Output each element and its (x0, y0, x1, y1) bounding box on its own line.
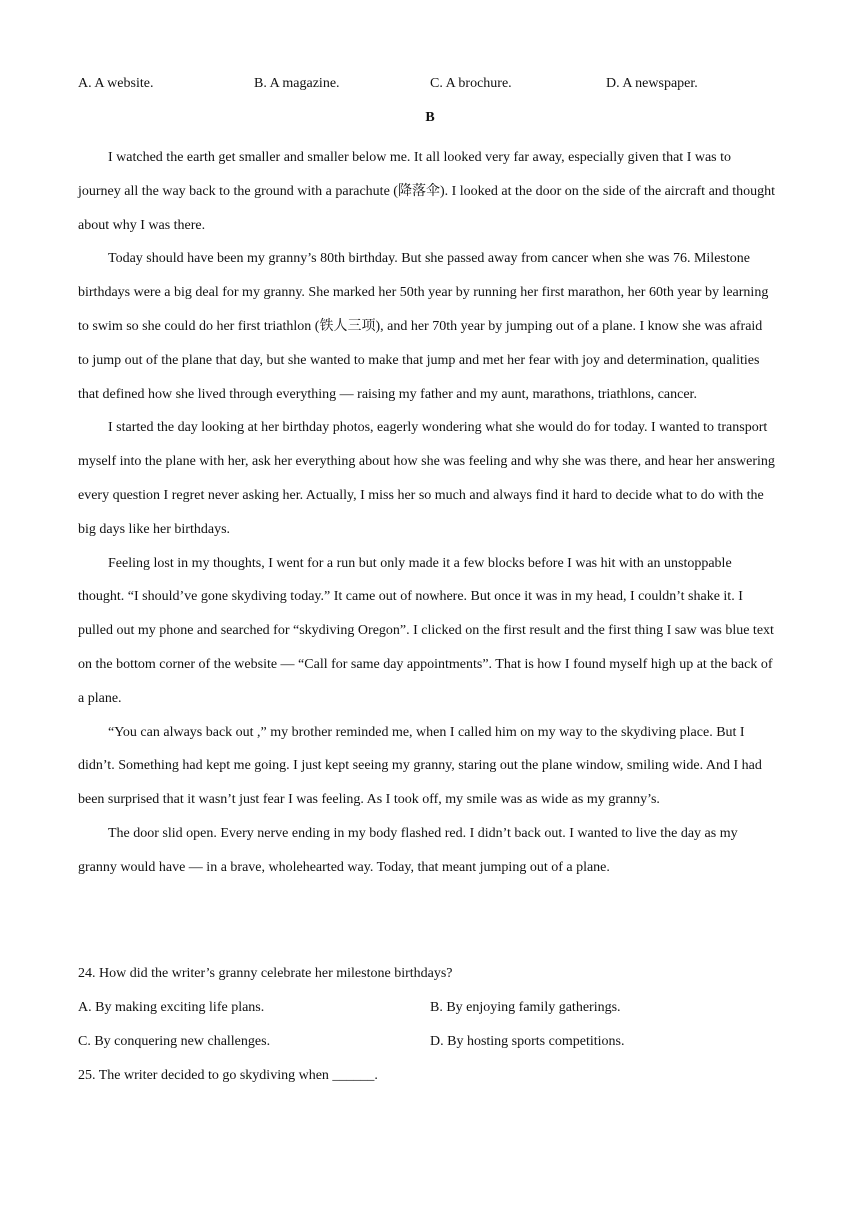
option-c: C. A brochure. (430, 76, 512, 91)
option-b: B. A magazine. (254, 76, 340, 91)
previous-question-options (78, 74, 778, 94)
paragraph-2: Today should have been my granny’s 80th birthday. But she passed away from cancer when she was 76. Milestone birthdays were a big deal for my granny. She marked her 50th year by running her first marathon, her 60th year by learning to swim so she could do her first triathlon (铁人三项), and her 70th year by jumping out of a plane. I know she was afraid to jump out of the plane that day, but she wanted to make that jump and met her fear with joy and determination, qualities that defined how she lived through everything — raising my father and my aunt, marathons, triathlons, cancer. (78, 251, 769, 402)
question-24-option-a: A. By making exciting life plans. (78, 1000, 265, 1015)
section-label: B (425, 110, 435, 125)
question-24-option-b: B. By enjoying family gatherings. (430, 1000, 621, 1015)
question-25-stem: 25. The writer decided to go skydiving when ______. (78, 1068, 378, 1083)
question-24-stem: 24. How did the writer’s granny celebrate her milestone birthdays? (78, 966, 453, 981)
paragraph-3: I started the day looking at her birthday photos, eagerly wondering what she would do for today. I wanted to transport myself into the plane with her, ask her everything about how she was feeling and why she was there, and hear her answering every question I regret never asking her. Actually, I miss her so much and always find it hard to decide what to do with the big days like her birthdays. (78, 420, 775, 537)
paragraph-6: The door slid open. Every nerve ending in my body flashed red. I didn’t back out. I wanted to live the day as my granny would have — in a brave, wholehearted way. Today, that meant jumping out of a plane. (78, 825, 738, 875)
option-d: D. A newspaper. (606, 76, 698, 91)
paragraph-5: “You can always back out ,” my brother reminded me, when I called him on my way to the skydiving place. But I didn’t. Something had kept me going. I just kept seeing my granny, staring out the plane window, smiling wide. And I had been surprised that it wasn’t just fear I was feeling. As I took off, my smile was as wide as my granny’s. (78, 724, 762, 808)
paragraph-4: Feeling lost in my thoughts, I went for a run but only made it a few blocks before I was hit with an unstoppable thought. “I should’ve gone skydiving today.” It came out of nowhere. But once it was in my head, I couldn’t shake it. I pulled out my phone and searched for “skydiving Oregon”. I clicked on the first result and the first thing I saw was blue text on the bottom corner of the website — “Call for same day appointments”. That is how I found myself high up at the back of a plane. (78, 555, 774, 706)
option-a: A. A website. (78, 76, 154, 91)
question-24-option-d: D. By hosting sports competitions. (430, 1034, 625, 1049)
question-24-option-c: C. By conquering new challenges. (78, 1034, 271, 1049)
reading-passage (78, 141, 776, 885)
paragraph-1: I watched the earth get smaller and smaller below me. It all looked very far away, especially given that I was to journey all the way back to the ground with a parachute (降落伞). I looked at the door on the side of the aircraft and thought about why I was there. (78, 150, 776, 233)
